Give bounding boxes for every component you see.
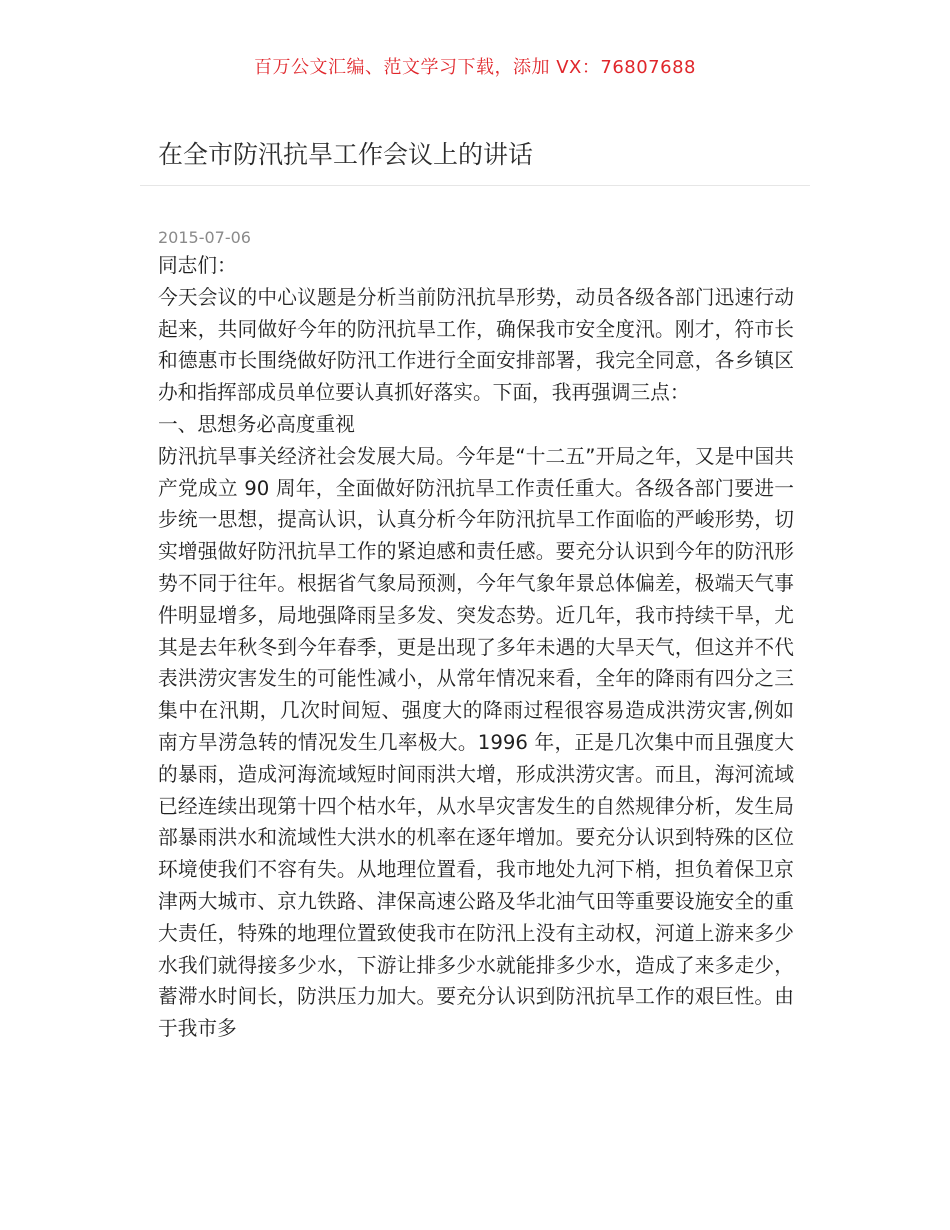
title-divider [140, 185, 810, 186]
section-body-paragraph: 防汛抗旱事关经济社会发展大局。今年是“十二五”开局之年，又是中国共产党成立 90 周年，全面做好防汛抗旱工作责任重大。各级各部门要进一步统一思想，提高认识，认真分析今年防汛抗旱工作面临的严峻形势，切实增强做好防汛抗旱工作的紧迫感和责任感。要充分认识到今年的防汛形势不同于往年。根据省气象局预测，今年气象年景总体偏差，极端天气事件明显增多，局地强降雨呈多发、突发态势。近几年，我市持续干旱，尤其是去年秋冬到今年春季，更是出现了多年未遇的大旱天气，但这并不代表洪涝灾害发生的可能性减小，从常年情况来看，全年的降雨有四分之三集中在汛期，几次时间短、强度大的降雨过程很容易造成洪涝灾害,例如南方旱涝急转的情况发生几率极大。1996 年，正是几次集中而且强度大的暴雨，造成河海流域短时间雨洪大增，形成洪涝灾害。而且，海河流域已经连续出现第十四个枯水年，从水旱灾害发生的自然规律分析，发生局部暴雨洪水和流域性大洪水的机率在逐年增加。要充分认识到特殊的区位环境使我们不容有失。从地理位置看，我市地处九河下梢，担负着保卫京津两大城市、京九铁路、津保高速公路及华北油气田等重要设施安全的重大责任，特殊的地理位置致使我市在防汛上没有主动权，河道上游来多少水我们就得接多少水，下游让排多少水就能排多少水，造成了来多走少，蓄滞水时间长，防洪压力加大。要充分认识到防汛抗旱工作的艰巨性。由于我市多 [158, 444, 794, 1041]
section-heading: 一、思想务必高度重视 [158, 412, 355, 436]
header-banner: 百万公文汇编、范文学习下载，添加 VX：76807688 [254, 57, 696, 78]
intro-paragraph: 今天会议的中心议题是分析当前防汛抗旱形势，动员各级各部门迅速行动起来，共同做好今年的防汛抗旱工作，确保我市安全度汛。刚才，符市长和德惠市长围绕做好防汛工作进行全面安排部署，我完全同意，各乡镇区办和指挥部成员单位要认真抓好落实。下面，我再强调三点： [158, 285, 794, 405]
page-title: 在全市防汛抗旱工作会议上的讲话 [158, 140, 534, 169]
article-content [158, 226, 794, 1045]
publish-date: 2015-07-06 [158, 228, 251, 247]
salutation: 同志们： [158, 254, 237, 277]
